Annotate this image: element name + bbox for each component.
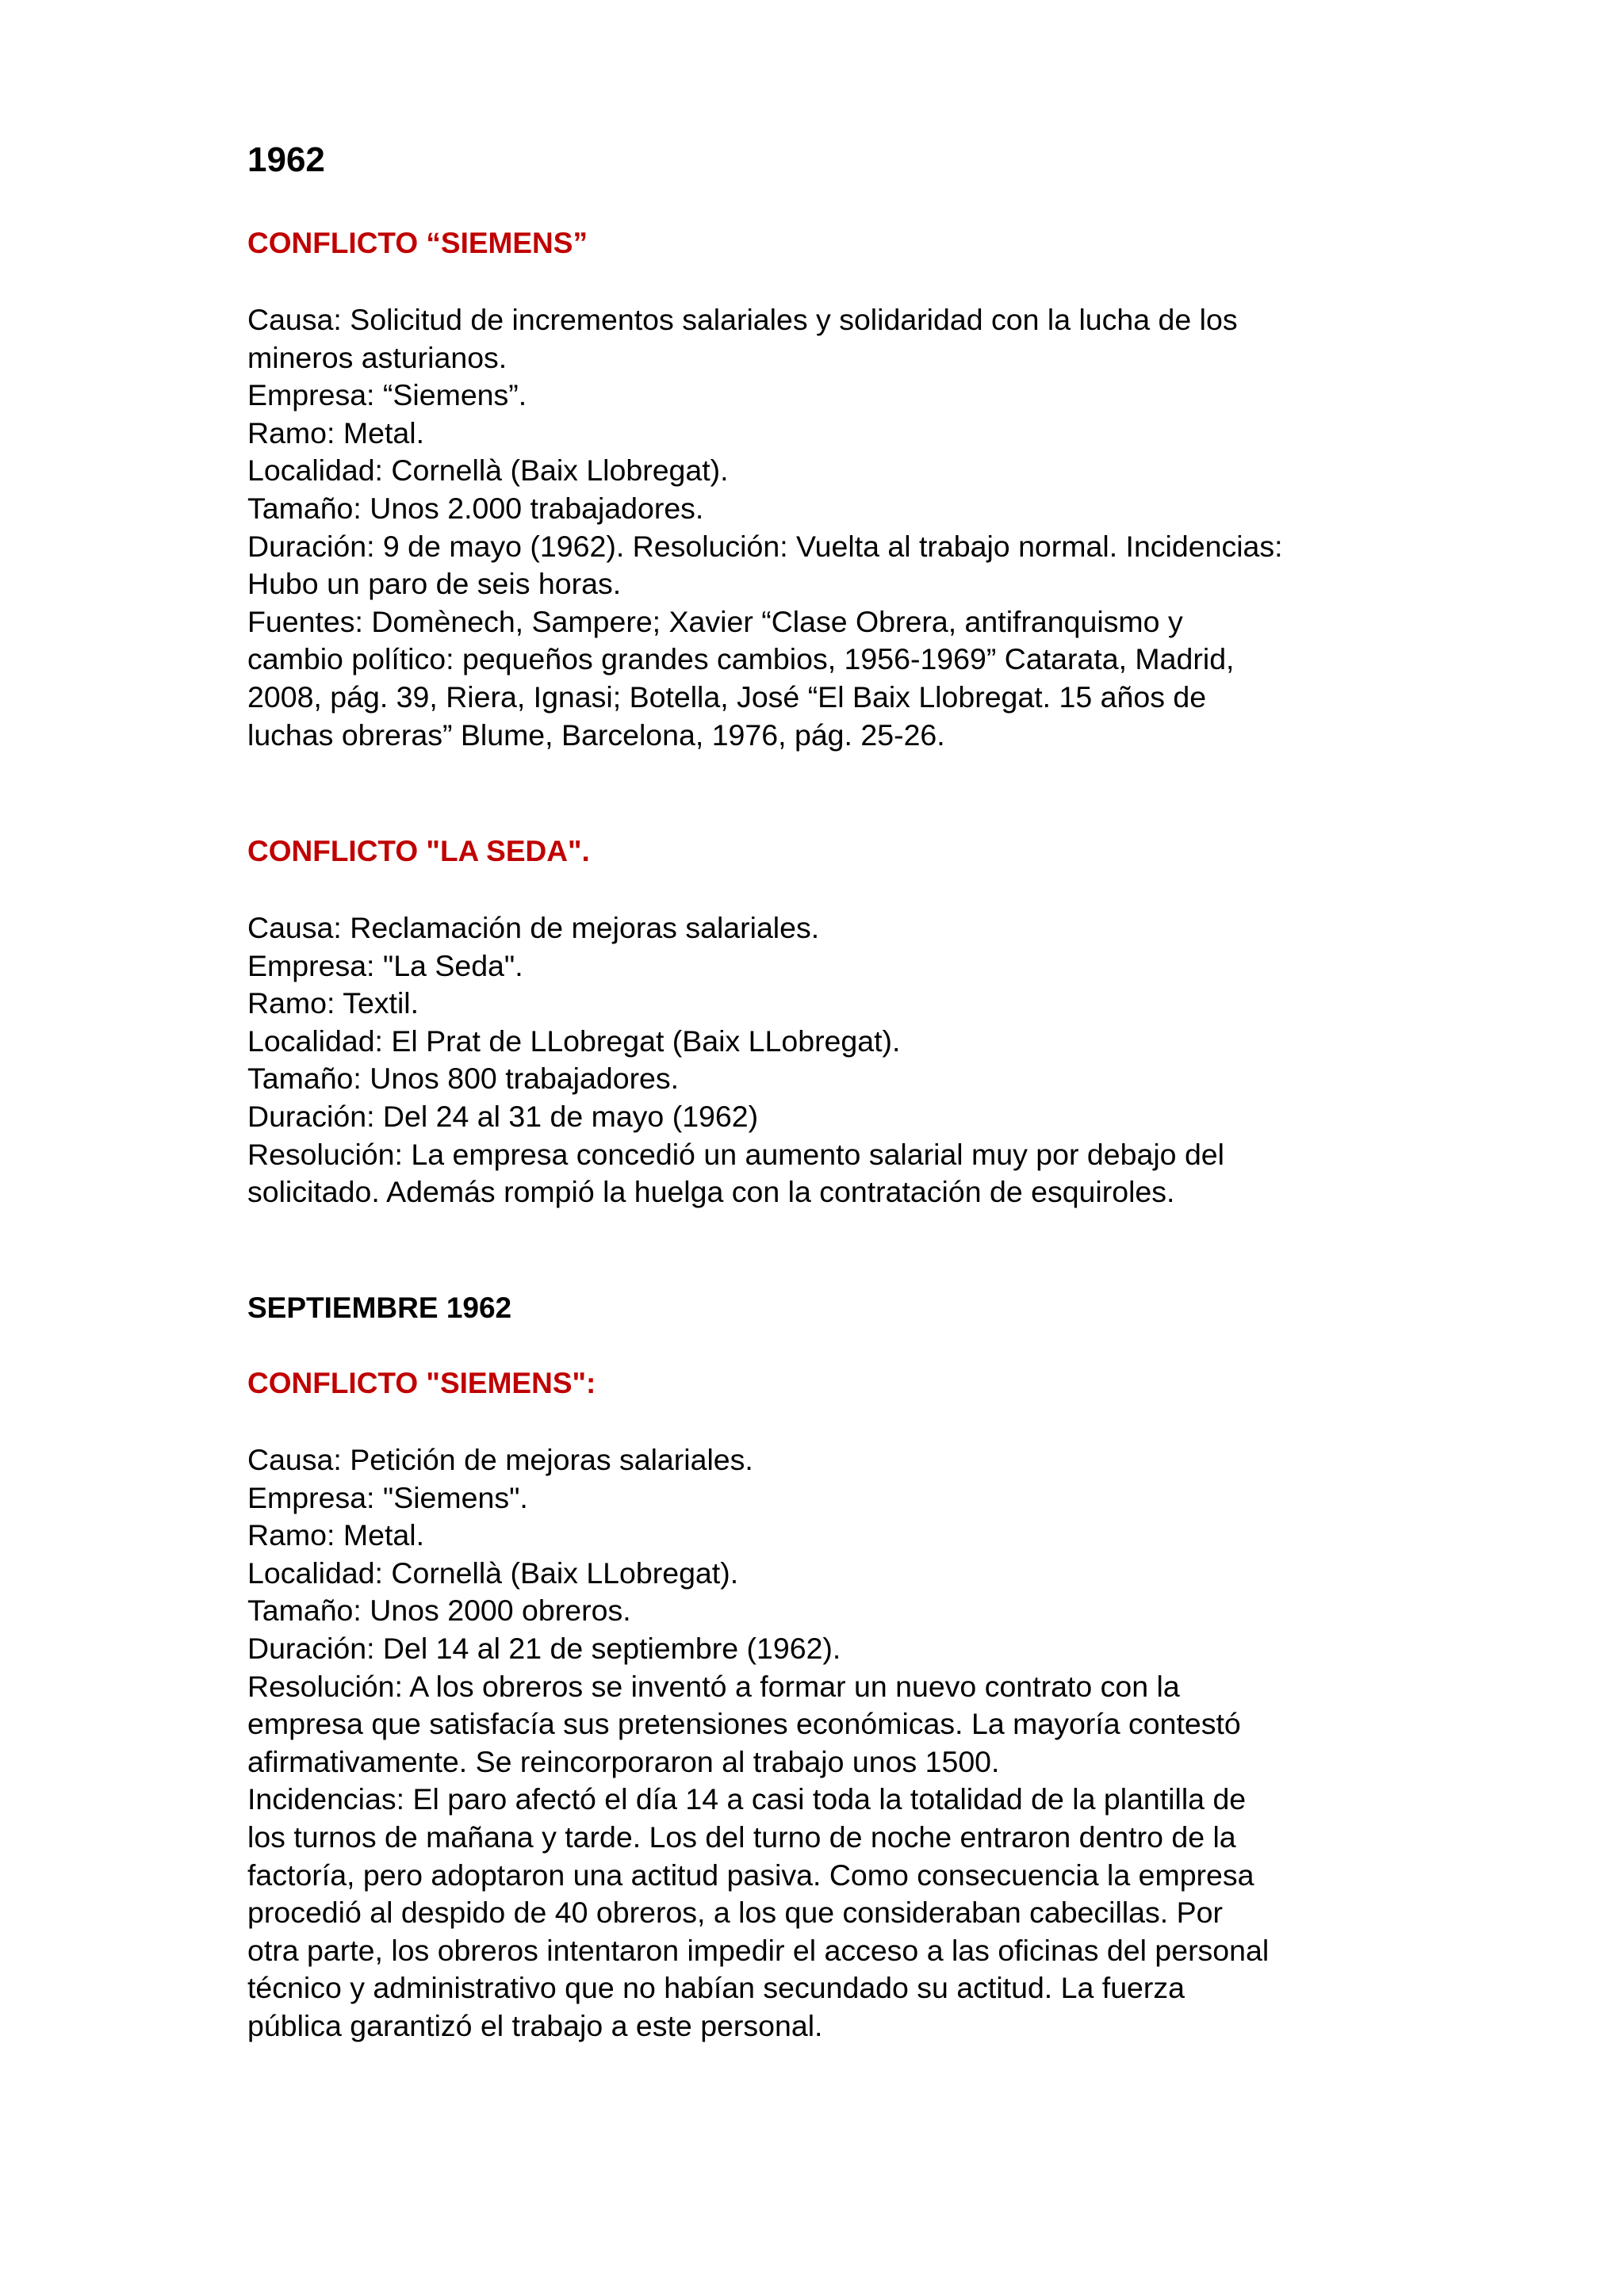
- text-line: Tamaño: Unos 2000 obreros.: [247, 1594, 631, 1628]
- text-line: Ramo: Textil.: [247, 986, 419, 1020]
- section-title-siemens-may: CONFLICTO “SIEMENS”: [247, 227, 588, 259]
- text-line: Tamaño: Unos 2.000 trabajadores.: [247, 491, 704, 525]
- text-line: Empresa: "Siemens".: [247, 1480, 528, 1514]
- text-line: Causa: Petición de mejoras salariales.: [247, 1443, 753, 1476]
- text-line: Localidad: Cornellà (Baix Llobregat).: [247, 453, 729, 488]
- text-line: Empresa: "La Seda".: [247, 948, 523, 982]
- text-line: Empresa: “Siemens”.: [247, 378, 527, 412]
- text-line: pública garantizó el trabajo a este personal.: [247, 2008, 823, 2042]
- text-line: Hubo un paro de seis horas.: [247, 567, 622, 601]
- text-line: cambio político: pequeños grandes cambios, 1956-1969” Catarata, Madrid,: [247, 642, 1235, 676]
- year-heading: 1962: [247, 140, 325, 179]
- text-line: afirmativamente. Se reincorporaron al trabajo unos 1500.: [247, 1744, 1000, 1778]
- text-line: Incidencias: El paro afectó el día 14 a casi toda la totalidad de la plantilla de: [247, 1782, 1247, 1816]
- text-line: Tamaño: Unos 800 trabajadores.: [247, 1062, 680, 1096]
- section-body-siemens-may: [247, 301, 1283, 754]
- text-line: Duración: Del 14 al 21 de septiembre (1962).: [247, 1631, 841, 1665]
- text-line: Localidad: Cornellà (Baix LLobregat).: [247, 1556, 739, 1590]
- text-line: empresa que satisfacía sus pretensiones económicas. La mayoría contestó: [247, 1707, 1241, 1741]
- text-line: los turnos de mañana y tarde. Los del turno de noche entraron dentro de la: [247, 1820, 1236, 1854]
- text-line: otra parte, los obreros intentaron impedir el acceso a las oficinas del personal: [247, 1933, 1270, 1967]
- text-line: Causa: Solicitud de incrementos salariales y solidaridad con la lucha de los: [247, 303, 1238, 336]
- section-title-la-seda: CONFLICTO "LA SEDA".: [247, 835, 590, 867]
- text-line: Fuentes: Domènech, Sampere; Xavier “Clase Obrera, antifranquismo y: [247, 604, 1183, 638]
- text-line: procedió al despido de 40 obreros, a los que consideraban cabecillas. Por: [247, 1896, 1223, 1930]
- text-line: Duración: Del 24 al 31 de mayo (1962): [247, 1099, 759, 1133]
- text-line: Causa: Reclamación de mejoras salariales.: [247, 911, 820, 944]
- text-line: luchas obreras” Blume, Barcelona, 1976, pág. 25-26.: [247, 718, 945, 752]
- text-line: Resolución: La empresa concedió un aumento salarial muy por debajo del: [247, 1137, 1224, 1171]
- text-line: mineros asturianos.: [247, 340, 508, 374]
- text-line: Resolución: A los obreros se inventó a formar un nuevo contrato con la: [247, 1669, 1180, 1703]
- text-line: Ramo: Metal.: [247, 1518, 424, 1552]
- section-title-siemens-september: CONFLICTO "SIEMENS":: [247, 1367, 596, 1399]
- text-line: factoría, pero adoptaron una actitud pasiva. Como consecuencia la empresa: [247, 1858, 1254, 1892]
- text-line: técnico y administrativo que no habían secundado su actitud. La fuerza: [247, 1971, 1185, 2005]
- month-heading: SEPTIEMBRE 1962: [247, 1292, 512, 1324]
- text-line: Duración: 9 de mayo (1962). Resolución: Vuelta al trabajo normal. Incidencias:: [247, 529, 1283, 563]
- section-body-siemens-september: [247, 1441, 1269, 2045]
- text-line: 2008, pág. 39, Riera, Ignasi; Botella, José “El Baix Llobregat. 15 años de: [247, 679, 1207, 714]
- text-line: Ramo: Metal.: [247, 415, 424, 450]
- text-line: Localidad: El Prat de LLobregat (Baix LLobregat).: [247, 1024, 901, 1058]
- text-line: solicitado. Además rompió la huelga con la contratación de esquiroles.: [247, 1175, 1175, 1209]
- section-body-la-seda: [247, 909, 1224, 1211]
